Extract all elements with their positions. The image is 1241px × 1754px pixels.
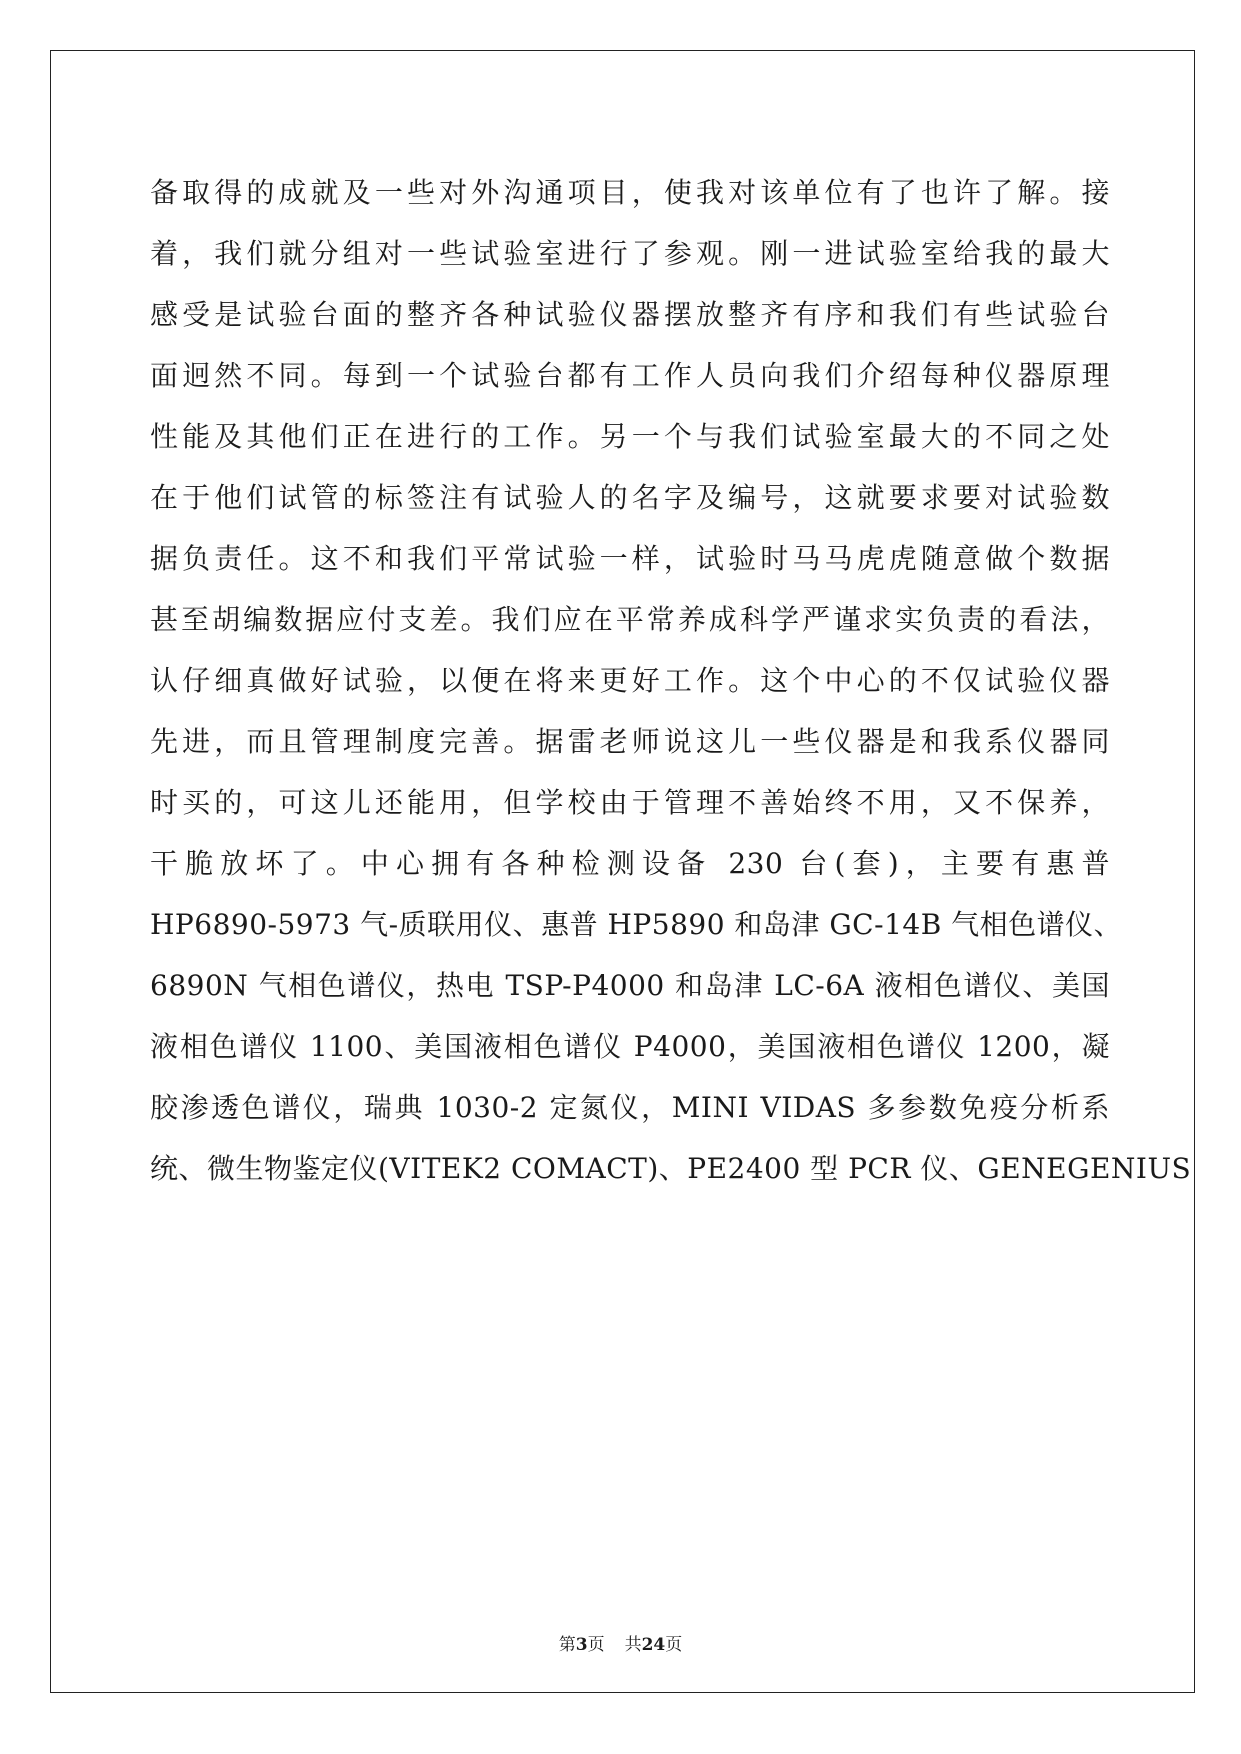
text-line-5: 性能及其他们正在进行的工作。另一个与我们试验室最大的不同之处 bbox=[150, 420, 1110, 453]
text-line-15: 液相色谱仪 1100、美国液相色谱仪 P4000，美国液相色谱仪 1200，凝 bbox=[150, 1030, 1110, 1063]
text-line-17: 统、微生物鉴定仪(VITEK2 COMACT)、PE2400 型 PCR 仪、GENEGENIUS bbox=[150, 1152, 1192, 1185]
text-line-12: 干脆放坏了。中心拥有各种检测设备 230 台(套)，主要有惠普 bbox=[150, 847, 1110, 880]
document-body bbox=[150, 162, 1192, 1199]
footer-page-suffix: 页 bbox=[587, 1635, 605, 1655]
total-page-count: 24 bbox=[641, 1635, 666, 1655]
text-line-1: 备取得的成就及一些对外沟通项目，使我对该单位有了也许了解。接 bbox=[150, 176, 1110, 209]
footer-total-suffix: 页 bbox=[665, 1635, 683, 1655]
text-line-7: 据负责任。这不和我们平常试验一样，试验时马马虎虎随意做个数据 bbox=[150, 542, 1110, 575]
text-line-8: 甚至胡编数据应付支差。我们应在平常养成科学严谨求实负责的看法， bbox=[150, 603, 1110, 636]
text-line-2: 着，我们就分组对一些试验室进行了参观。刚一进试验室给我的最大 bbox=[150, 237, 1110, 270]
text-line-4: 面迥然不同。每到一个试验台都有工作人员向我们介绍每种仪器原理 bbox=[150, 359, 1110, 392]
text-line-3: 感受是试验台面的整齐各种试验仪器摆放整齐有序和我们有些试验台 bbox=[150, 298, 1110, 331]
text-line-6: 在于他们试管的标签注有试验人的名字及编号，这就要求要对试验数 bbox=[150, 481, 1110, 514]
page-footer bbox=[0, 1630, 1241, 1655]
text-line-9: 认仔细真做好试验，以便在将来更好工作。这个中心的不仅试验仪器 bbox=[150, 664, 1110, 697]
current-page-number: 3 bbox=[575, 1635, 588, 1655]
text-line-10: 先进，而且管理制度完善。据雷老师说这儿一些仪器是和我系仪器同 bbox=[150, 725, 1110, 758]
text-line-16: 胶渗透色谱仪，瑞典 1030-2 定氮仪，MINI VIDAS 多参数免疫分析系 bbox=[150, 1091, 1110, 1124]
text-line-13: HP6890-5973 气-质联用仪、惠普 HP5890 和岛津 GC-14B 气相色谱仪、 bbox=[150, 908, 1123, 941]
text-line-14: 6890N 气相色谱仪，热电 TSP-P4000 和岛津 LC-6A 液相色谱仪、美国 bbox=[150, 969, 1110, 1002]
footer-total-prefix: 共 bbox=[624, 1635, 642, 1655]
footer-prefix: 第 bbox=[558, 1635, 576, 1655]
text-line-11: 时买的，可这儿还能用，但学校由于管理不善始终不用，又不保养， bbox=[150, 786, 1110, 819]
